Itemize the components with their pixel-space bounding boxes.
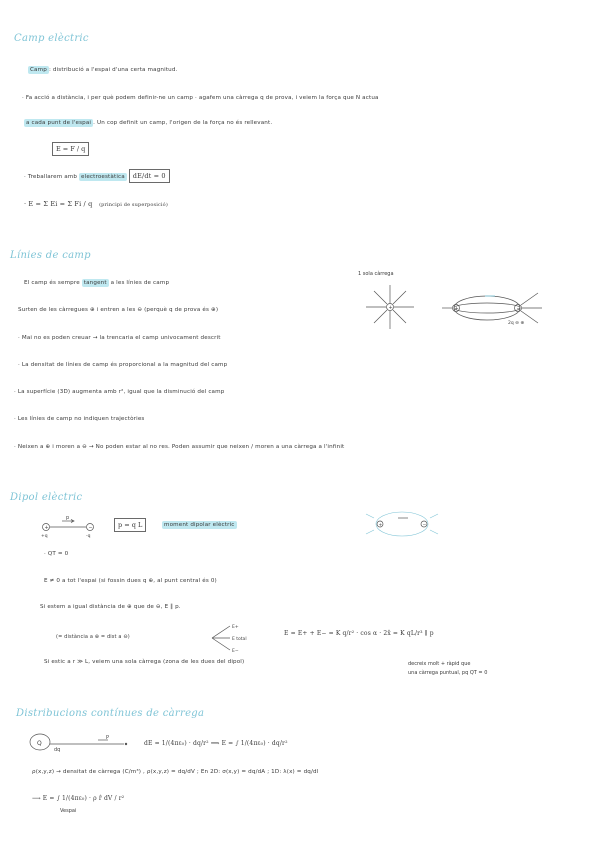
formula-de-integral: dE = 1/(4πε₀) · dq/r² ⟹ E = ∫ 1/(4πε₀) · dq/r² [144, 740, 288, 747]
section-title-camp: Camp elèctric [14, 33, 89, 44]
dipole-field-lines-diagram [440, 283, 550, 333]
single-charge-field-diagram [362, 283, 422, 333]
dipole-e-not-zero: E ≠ 0 a tot l'espai (si fossin dues q ⊕, al punt central és 0) [44, 578, 217, 584]
electrostatic-highlight: electroestàtica [81, 174, 125, 180]
linies-line-5: · La superfície (3D) augmenta amb r², igual que la disminució del camp [14, 389, 225, 395]
section-title-linies: Línies de camp [10, 250, 91, 261]
camp-highlight-each-point: a cada punt de l'espai [26, 120, 92, 126]
moment-dipolar-highlight: moment dipolar elèctric [164, 522, 235, 528]
fig2-label: 2q ⊖ ⊕ [508, 321, 525, 326]
linies-line-3: · Mai no es poden creuar → la trencaria el camp univocament descrit [18, 335, 221, 341]
dipole-qt-zero: · QT = 0 [44, 551, 69, 557]
formula-final-subscript: Vespai [60, 808, 77, 814]
distribution-P: P [106, 735, 110, 741]
charge-density-line: ρ(x,y,z) → densitat de càrrega (C/m³) , ρ(x,y,z) = dq/dV ; En 2D: σ(x,y) = dq/dA ; 1D: λ(x) = dq/dl [32, 769, 319, 775]
formula-de-dt: dE/dt = 0 [129, 169, 170, 183]
fig-single-charge-label: 1 sola càrrega [358, 271, 394, 277]
superposition-formula: · E = Σ Ei = Σ Fi / q [24, 200, 93, 208]
formula-superposition [24, 200, 168, 209]
dipole-plus-q: +q [41, 534, 48, 539]
dipole-far-field: Si estic a r ≫ L, veiem una sola càrrega (zona de les dues del dipol) [44, 659, 245, 665]
section-title-dipol: Dipol elèctric [10, 492, 83, 503]
distribution-dq: dq [54, 747, 61, 753]
dipole-formula-left: (= distància a ⊕ = dist a ⊖) [56, 634, 130, 640]
dipole-far-note-1: decreix molt + ràpid que [408, 661, 471, 667]
formula-final-integral: ⟶ E = ∫ 1/(4πε₀) · ρ r̂ dV / r² [32, 795, 125, 802]
dipole-sketch [38, 515, 108, 539]
tangent-highlight: tangent [83, 280, 107, 286]
distribution-Q: Q [37, 740, 42, 747]
dipole-minus-q: -q [86, 534, 91, 539]
camp-definition-term: Camp [30, 67, 47, 73]
svg-text:+: + [454, 306, 459, 312]
e-total-label: E total [232, 637, 247, 642]
dipole-field-diagram [362, 506, 442, 542]
svg-text:−: − [88, 525, 93, 531]
section-title-distribucions: Distribucions contínues de càrrega [16, 708, 205, 719]
dipole-far-note-2: una càrrega puntual, pq QT = 0 [408, 670, 488, 676]
electrostatic-line [24, 172, 170, 181]
e-plus-label: E+ [232, 625, 239, 630]
linies-line-4: · La densitat de línies de camp és proporcional a la magnitud del camp [18, 362, 228, 368]
svg-text:+: + [388, 305, 393, 311]
linies-tangent-line [24, 279, 169, 287]
superposition-note: (principi de superposició) [99, 202, 168, 208]
camp-definition-text: : distribució a l'espai d'una certa magnitud. [48, 67, 178, 73]
linies-line-2: Surten de les càrregues ⊕ i entren a les ⊖ (perquè q de prova és ⊕) [18, 307, 219, 313]
linies-line-7: · Neixen a ⊕ i moren a ⊖ → No poden estar al no res. Poden assumir que neixen / moren a una càrrega a l'infinit [14, 444, 345, 450]
camp-definition [28, 66, 178, 74]
dipole-formula-right: E = E+ + E− = K q/r² · cos α · 2x̂ = K qL/r³ ∥ p [284, 630, 434, 637]
dipole-p-label: p [66, 515, 70, 521]
camp-action-line-1: · Fa acció a distància, i per què podem definir-ne un camp · agafem una càrrega q de prova, i veiem la força que N actua [22, 95, 379, 101]
tangent-pre: El camp és sempre [24, 280, 80, 286]
svg-text:+: + [378, 523, 383, 528]
dipole-equal-distance: Si estem a igual distància de ⊕ que de ⊖, E ∥ p. [40, 604, 181, 610]
e-minus-label: E− [232, 649, 239, 654]
formula-p-equals-ql: p = q L [114, 518, 146, 532]
camp-action-line-2 [24, 119, 272, 127]
camp-action-line-2-rest: . Un cop definit un camp, l'origen de la força no és rellevant. [93, 120, 273, 126]
formula-e-equals-f-over-q: E = F / q [52, 142, 89, 156]
moment-dipolar-label [162, 521, 237, 529]
svg-text:−: − [422, 523, 427, 528]
linies-line-6: · Les línies de camp no indiquen trajectòries [14, 416, 145, 422]
svg-text:−: − [516, 306, 521, 312]
continuous-distribution-sketch [28, 730, 138, 758]
vector-sum-diagram [206, 620, 266, 656]
electrostatic-prefix: · Treballarem amb [24, 174, 78, 180]
tangent-post: a les línies de camp [110, 280, 170, 286]
svg-text:+: + [44, 525, 49, 531]
